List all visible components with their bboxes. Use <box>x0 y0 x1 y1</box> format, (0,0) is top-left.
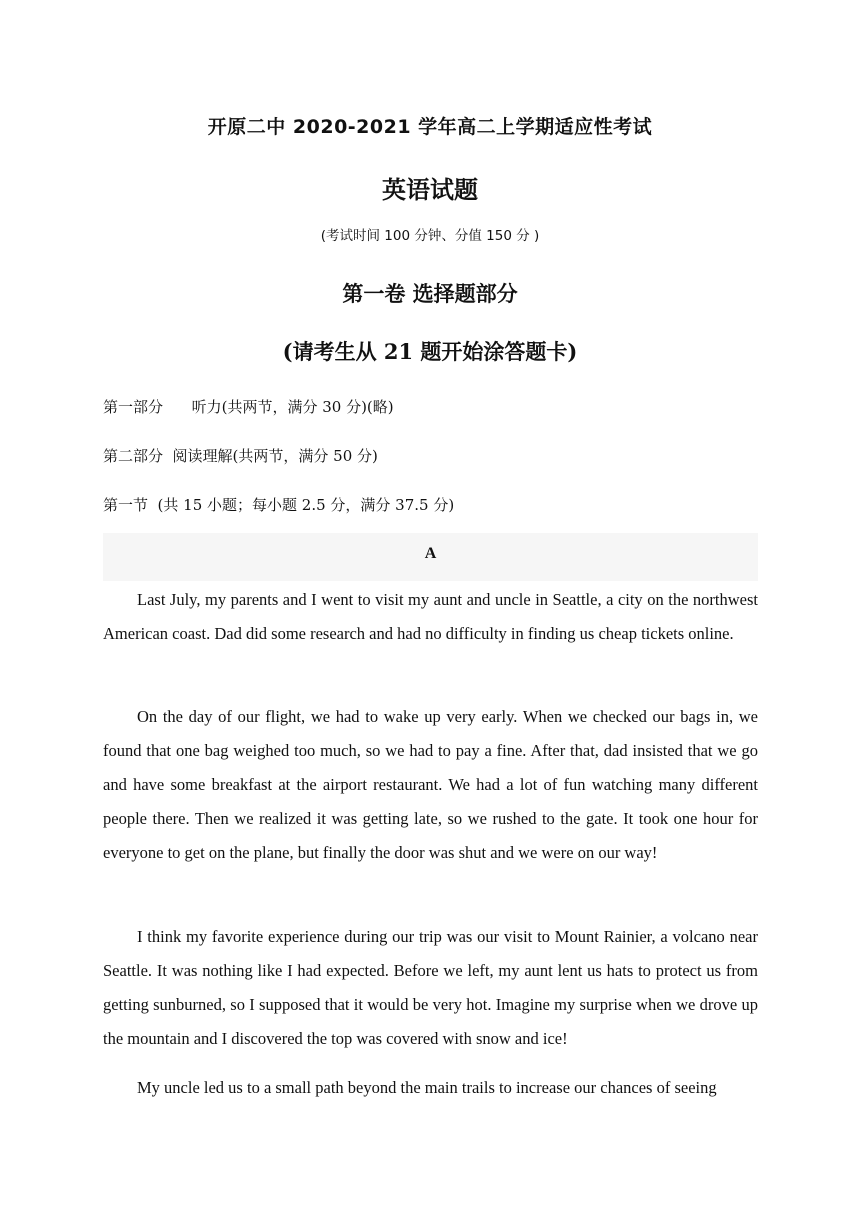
passage-paragraph-4: My uncle led us to a small path beyond the main trails to increase our chances of seeing <box>137 1078 717 1097</box>
volume-title: 第一卷 选择题部分 <box>342 282 518 306</box>
passage-paragraph-1: Last July, my parents and I went to visit my aunt and uncle in Seattle, a city on the northwest American coast. Dad did some research and had no difficulty in finding us cheap tickets online. <box>103 590 758 643</box>
subject-title: 英语试题 <box>382 176 478 204</box>
passage-letter: A <box>424 545 437 562</box>
exam-info: (考试时间 100 分钟、分值 150 分 ) <box>320 228 540 244</box>
part-two-heading: 第二部分 阅读理解(共两节，满分 50 分) <box>103 447 378 465</box>
passage-paragraph-2: On the day of our flight, we had to wake up very early. When we checked our bags in, we found that one bag weighed too much, so we had to pay a fine. After that, dad insisted that we go and have some breakfast at the airport restaurant. We had a lot of fun watching many different people there. Then we realized it was getting late, so we rushed to the gate. It took one hour for everyone to get on the plane, but finally the door was shut and we were on our way! <box>103 707 758 862</box>
section-one-heading: 第一节 (共 15 小题；每小题 2.5 分，满分 37.5 分) <box>103 496 455 514</box>
answer-instruction: (请考生从 21 题开始涂答题卡) <box>282 339 578 364</box>
school-title: 开原二中 2020-2021 学年高二上学期适应性考试 <box>207 116 653 138</box>
passage-paragraph-3: I think my favorite experience during our trip was our visit to Mount Rainier, a volcano near Seattle. It was nothing like I had expected. Before we left, my aunt lent us hats to protect us from getting sunburned, so I supposed that it would be very hot. Imagine my surprise when we drove up the mountain and I discovered the top was covered with snow and ice! <box>103 927 758 1048</box>
part-one-heading: 第一部分 听力(共两节，满分 30 分)(略) <box>103 398 394 416</box>
passage-header <box>103 533 758 581</box>
